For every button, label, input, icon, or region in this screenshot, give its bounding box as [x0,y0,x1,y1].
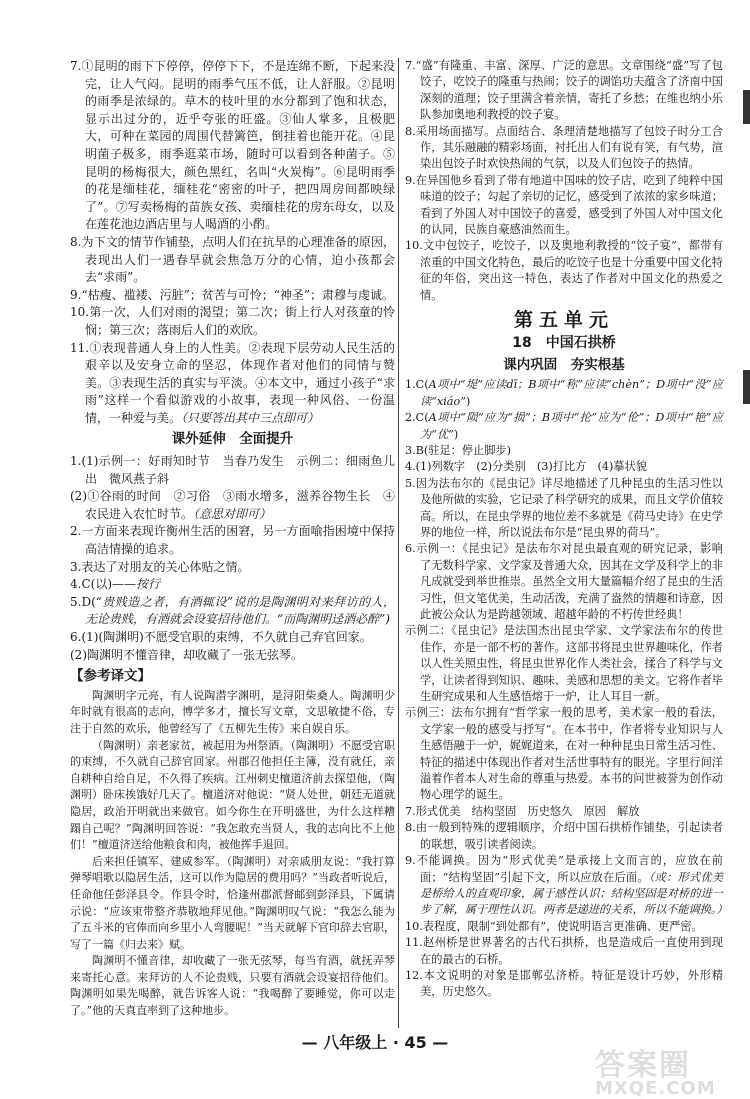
answer-item: 7.①昆明的雨下下停停，停停下下，不是连绵不断，下起来没完，让人气闷。昆明的雨季气压不低，让人舒服。②昆明的雨季是浓绿的。草木的枝叶里的水分都到了饱和状态，显示出过分的，近乎夸张的旺盛。③仙人掌多，且极肥大，可种在菜园的周围代替篱笆，倒挂着也能开花。④昆明菌子极多，雨季逛菜市场，随时可以看到各种菌子。⑤昆明的杨梅很大，颜色黑红，名叫“火炭梅”。⑥昆明雨季的花是缅桂花，缅桂花“密密的叶子，把四周房间都映绿了”。⑦写卖杨梅的苗族女孩、卖缅桂花的房东母女，以及在莲花池边酒店里与人喝酒的小酌。 [70,59,395,232]
answer-item: 8.采用场面描写。点面结合、条理清楚地描写了包饺子时分工合作，其乐融融的精彩场面，衬托出人们有说有笑，有气势，渲染出包饺子时欢快热闹的气氛，以及人们包饺子的热情。 [405,124,723,171]
section-heading-inclass: 课内巩固 夯实根基 [503,356,625,373]
answer-item: 示例二：《昆虫记》是法国杰出昆虫学家、文学家法布尔的传世佳作，亦是一部不朽的著作。这部书将昆虫世界趣味化，作者以人性关照虫性，将昆虫世界化作人类社会，揉合了科学与文学，让读者得到知识、趣味、美感和思想的美文。它将作者毕生研究成果和人生感悟熔于一炉，让人耳目一新。 [405,624,723,704]
answer-item: 7.形式优美 结构坚固 历史悠久 原因 解放 [405,804,640,818]
unit-title: 第五单元 [513,309,614,332]
answer-item: 9.“枯瘦、褴褛、污脏”；贫苦与可怜；“神圣”；肃穆与虔诚。 [70,287,394,302]
answer-item: 1.C(A项中“堤”应读dī；B项中“称”应读“chèn”；D项中“没”应读“xiáo”) [405,378,723,408]
column-divider [398,58,399,1028]
page-edge-tab [743,370,750,404]
answer-item: 9.不能调换。因为“形式优美”是承接上文而言的，应放在前面；“结构坚固”引起下文，所以应放在后面。（或：形式优美是桥给人的直观印象，属于感性认识；结构坚固是对桥的进一步了解，属于理性认识。两者是递进的关系，所以不能调换。） [405,854,728,917]
answer-item: 12.本文说明的对象是邯郸弘济桥。特征是设计巧妙，外形精美，历史悠久。 [405,968,723,999]
left-column [70,58,395,1020]
reference-translation-heading: 【参考译文】 [70,668,151,685]
page-footer: — 八年级上 · 45 — [301,1033,449,1052]
answer-item: 4.C(以)——按行 [70,577,161,592]
answer-item: 9.在异国他乡看到了带有地道中国味的饺子店，吃到了纯粹中国味道的饺子；勾起了亲切的记忆，感受到了浓浓的家乡味道；看到了外国人对中国饺子的喜爱，感受到了外国人对中国文化的认同，民族自豪感油然而生。 [405,173,723,237]
answer-item: 6.示例一：《昆虫记》是法布尔对昆虫最直观的研究记录，影响了无数科学家、文学家及普通大众，因其在文学及科学上的非凡成就受到举世推崇。虽然全文用大量篇幅介绍了昆虫的生活习性，但文笔优美，生动活泼，充满了盎然的情趣和诗意，因此被公众认为是跨越领域、超越年龄的不朽传世经典！ [405,542,723,621]
translation-paragraph: 陶渊明不懂音律，却收藏了一张无弦琴，每当有酒，就抚弄琴来寄托心意。来拜访的人不论贵贱，只要有酒就会设宴招待他们。陶渊明如果先喝醉，就告诉客人说：“我喝醉了要睡觉，你可以走了。”他的天真直率到了这种地步。 [70,954,395,1018]
answer-item: 5.D(“贵贱造之者，有酒辄设”说的是陶渊明对来拜访的人，无论贵贱，有酒就会设宴招待他们。“而陶渊明迳酒必醉”) [70,594,395,627]
watermark-logo: 答案圈 MXQE.COM [595,1048,716,1099]
answer-item: 11.赵州桥是世界著名的古代石拱桥，也是造成后一直使用到现在的最古的石桥。 [405,936,723,966]
lesson-number: 18 [512,334,532,351]
right-column [405,58,728,1001]
answer-item: 2.一方面来表现许衡州生活的困窘，另一方面喻指困境中保持高洁情操的追求。 [70,524,395,557]
answer-item: 2.C(A项中“陨”应为“损”；B项中“抡”应为“伦”；D项中“艳”应为“优”) [405,411,723,441]
answer-item: 7.“盛”有隆重、丰富、深厚、广泛的意思。文章围绕“盛”写了包饺子，吃饺子的隆重与热闹；饺子的调馅功夫蕴含了济南中国深刻的道理；饺子里满含着亲情，寄托了乡愁；在维也纳小乐队参加奥地利教授的饺子宴。 [405,59,723,122]
answer-item: 8.为下文的情节作铺垫，点明人们在抗旱的心理准备的原因，表现出人们一遇春旱就会焦急万分的心情，迫小孩都会去“求雨”。 [70,234,395,285]
answer-item: 3.表达了对朋友的关心体贴之情。 [70,559,250,574]
answer-item: 10.文中包饺子，吃饺子，以及奥地利教授的“饺子宴”，都带有浓重的中国文化特色，最后的吃饺子也是十分重要中国文化特征的年俗，突出这一特色，表达了作者对中国文化的热爱之情。 [405,239,723,302]
answer-item: 11.①表现普通人身上的人性美。②表现下层劳动人民生活的艰辛以及安身立命的坚忍，体现作者对他们的同情与赞美。③表现生活的真实与平淡。④本文中，通过小孩子“求雨”这样一个看似游戏的小故事，表现一种风俗、一份温情，一种爱与美。（只要答出其中三点即可） [70,340,395,425]
answer-item: 10.表程度，限制“到处都有”，使说明语言更准确、更严密。 [405,919,703,933]
translation-paragraph: 陶渊明字元亮，有人说陶潜字渊明，是浔阳柴桑人。陶渊明少年时就有很高的志向，博学多才，擅长写文章，文思敏捷不俗，专注于自然的欢乐，他曾经写了《五柳先生传》来自娱自乐。 [70,688,395,735]
answer-item: 3.B(驻足：停止脚步) [405,443,511,457]
translation-paragraph: 后来担任镇军、建威参军。（陶渊明）对亲戚朋友说：“我打算弹琴唱歌以隐居生活，这可以作为隐居的费用吗？”当政者听说后，任命他任彭泽县令。作县令时，恰逢州郡派督邮到彭泽县，下属请示说：“应该束带整齐恭敬地拜见他。”陶渊明叹气说：“我怎么能为了五斗米的官俸而向乡里小人弯腰呢！”当天就解下官印辞去官职，写了一篇《归去来》赋。 [70,854,395,951]
lesson-name: 中国石拱桥 [545,334,616,351]
answer-item: 5.因为法布尔的《昆虫记》详尽地描述了几种昆虫的生活习性以及他所做的实验，它记录了科学研究的成果，而且文学价值较高。所以，在昆虫学界的地位差不多就是《荷马史诗》在史学界的地位一样，所以说法布尔是“昆虫界的荷马”。 [405,476,723,539]
answer-item: (2)陶渊明不懂音律，却收藏了一张无弦琴。 [70,647,303,662]
answer-item: 10.第一次，人们对雨的渴望；第二次；街上行人对孩童的怜悯；第三次；落雨后人们的欢欣。 [70,305,395,337]
answer-item: 4.(1)列数字 (2)分类别 (3)打比方 (4)摹状貌 [405,460,647,474]
answer-item: 1.(1)示例一：好雨知时节 当春乃发生 示例二：细雨鱼儿出 微风燕子斜 [70,454,395,486]
page-edge-tab [743,90,750,124]
answer-item: 示例三：法布尔拥有“哲学家一般的思考，美术家一般的看法，文学家一般的感受与抒写”。在本书中，作者将专业知识与人生感悟融于一炉，娓娓道来，在对一种种昆虫日常生活习性、特征的描述中体现出作者对生活世事特有的眼光。字里行间洋溢着作者本人对生命的尊重与热爱。本书的问世被誉为创作动物心理学的诞生。 [405,706,723,802]
translation-paragraph: （陶渊明）亲老家贫，被起用为州祭酒。（陶渊明）不愿受官职的束缚，不久就自己辞官回家。州郡召他担任主簿，没有就任，亲自耕种自给自足，不久得了疾病。江州刺史檀道济前去探望他，（陶渊明）卧床挨饿好几天了。檀道济对他说：“贤人处世，朝廷无道就隐居，政治开明就出来做官。如今你生在开明盛世，为什么这样糟蹋自己呢？”陶渊明回答说：“我怎敢充当贤人，我的志向比不上他们！”檀道济送给他粮食和肉，被他挥手退回。 [70,738,395,852]
lesson-title [405,335,723,351]
answer-item: 6.(1)(陶渊明)不愿受官职的束缚，不久就自己弃官回家。 [70,630,372,644]
section-heading-extension: 课外延伸 全面提升 [171,431,294,448]
answer-item: 8.由一般到特殊的逻辑顺序，介绍中国石拱桥作铺垫，引起读者的联想，吸引读者阅读。 [405,821,723,851]
answer-item: (2)①谷雨的时间 ②习俗 ③雨水增多，滋养谷物生长 ④农民进入农忙时节。（意思对即可） [70,489,395,521]
